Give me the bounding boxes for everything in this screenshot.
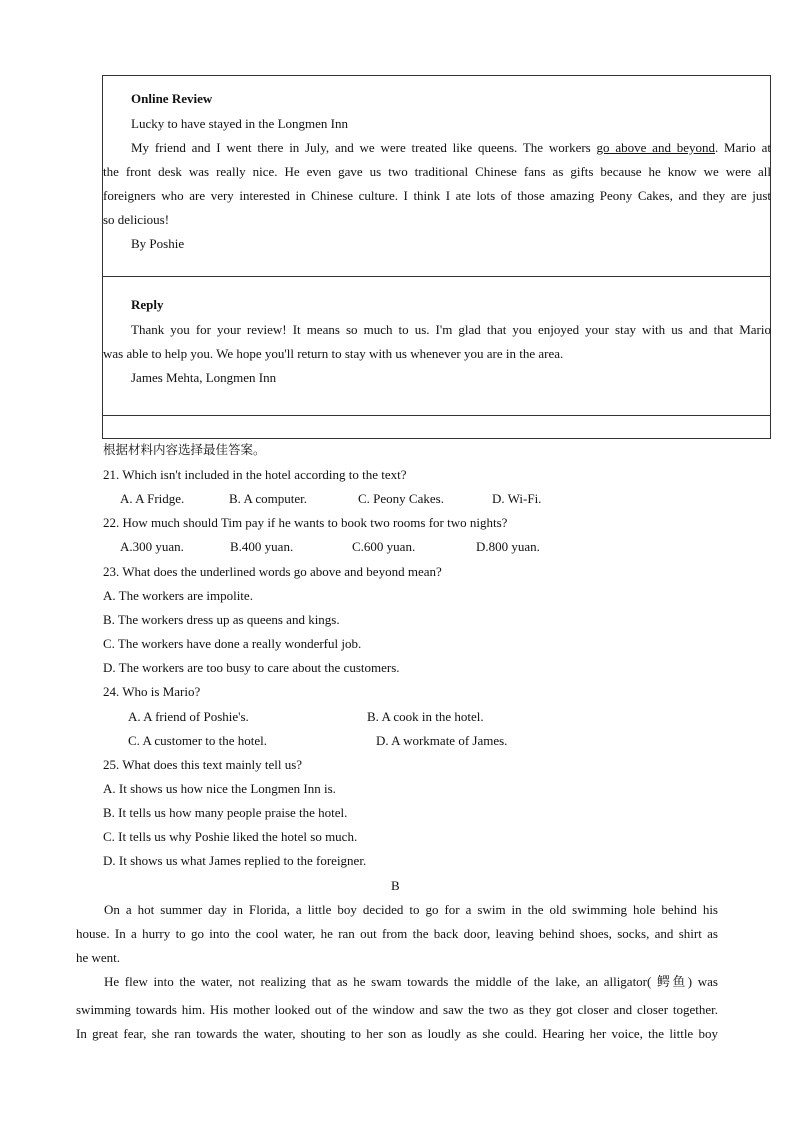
question-stem: 25. What does this text mainly tell us? — [103, 757, 303, 772]
option: A. A Fridge. — [120, 491, 185, 506]
option: B. It tells us how many people praise the hotel. — [103, 805, 348, 820]
option: D. The workers are too busy to care about the customers. — [103, 660, 400, 675]
table-divider — [103, 415, 770, 416]
review-title: Lucky to have stayed in the Longmen Inn — [131, 116, 348, 131]
question-stem: 21. Which isn't included in the hotel according to the text? — [103, 467, 407, 482]
passage-line: he went. — [76, 950, 121, 965]
option: D. Wi-Fi. — [492, 491, 542, 506]
review-body-line: so delicious! — [103, 212, 170, 227]
question-stem: 22. How much should Tim pay if he wants to book two rooms for two nights? — [103, 515, 508, 530]
option: C.600 yuan. — [352, 539, 416, 554]
option: B.400 yuan. — [230, 539, 294, 554]
passage-line: He flew into the water, not realizing that as he swam towards the middle of the lake, an alligator( 鳄鱼) was — [104, 974, 718, 989]
review-author: By Poshie — [131, 236, 185, 251]
option: B. The workers dress up as queens and kings. — [103, 612, 340, 627]
passage-line: In great fear, she ran towards the water, shouting to her son as loudly as she could. Hearing her voice, the little boy — [76, 1026, 718, 1041]
review-body-line: the front desk was really nice. He even gave us two traditional Chinese fans as gifts because he know we were all — [103, 164, 771, 179]
reply-body-line: was able to help you. We hope you'll return to stay with us whenever you are in the area. — [103, 346, 564, 361]
review-body-line: foreigners who are very interested in Chinese culture. I think I ate lots of those amazing Peony Cakes, and they are just — [103, 188, 771, 203]
question-stem: 23. What does the underlined words go above and beyond mean? — [103, 564, 442, 579]
reply-signature: James Mehta, Longmen Inn — [131, 370, 277, 385]
passage-line: house. In a hurry to go into the cool water, he ran out from the back door, leaving behind shoes, socks, and shirt as — [76, 926, 718, 941]
reply-body-line: Thank you for your review! It means so much to us. I'm glad that you enjoyed your stay with us and that Mario — [131, 322, 771, 337]
question-stem: 24. Who is Mario? — [103, 684, 201, 699]
option: C. It tells us why Poshie liked the hotel so much. — [103, 829, 358, 844]
option: C. The workers have done a really wonderful job. — [103, 636, 362, 651]
instruction: 根据材料内容选择最佳答案。 — [103, 442, 266, 457]
option: C. Peony Cakes. — [358, 491, 444, 506]
underlined-phrase: go above and beyond — [596, 140, 715, 155]
table-divider — [103, 276, 770, 277]
passage-line: swimming towards him. His mother looked out of the window and saw the two as they got closer and closer together. — [76, 1002, 718, 1017]
option: D. A workmate of James. — [376, 733, 508, 748]
review-heading: Online Review — [131, 91, 213, 106]
option: A. The workers are impolite. — [103, 588, 253, 603]
option: D.800 yuan. — [476, 539, 540, 554]
passage-line: On a hot summer day in Florida, a little boy decided to go for a swim in the old swimming hole behind his — [104, 902, 718, 917]
option: B. A computer. — [229, 491, 307, 506]
option: D. It shows us what James replied to the foreigner. — [103, 853, 367, 868]
reply-heading: Reply — [131, 297, 164, 312]
option: C. A customer to the hotel. — [128, 733, 268, 748]
section-letter: B — [391, 878, 400, 893]
option: A. A friend of Poshie's. — [128, 709, 249, 724]
option: A. It shows us how nice the Longmen Inn is. — [103, 781, 336, 796]
option: A.300 yuan. — [120, 539, 184, 554]
option: B. A cook in the hotel. — [367, 709, 484, 724]
review-body-line: My friend and I went there in July, and we were treated like queens. The workers go above and beyond. Mario at — [131, 140, 771, 155]
